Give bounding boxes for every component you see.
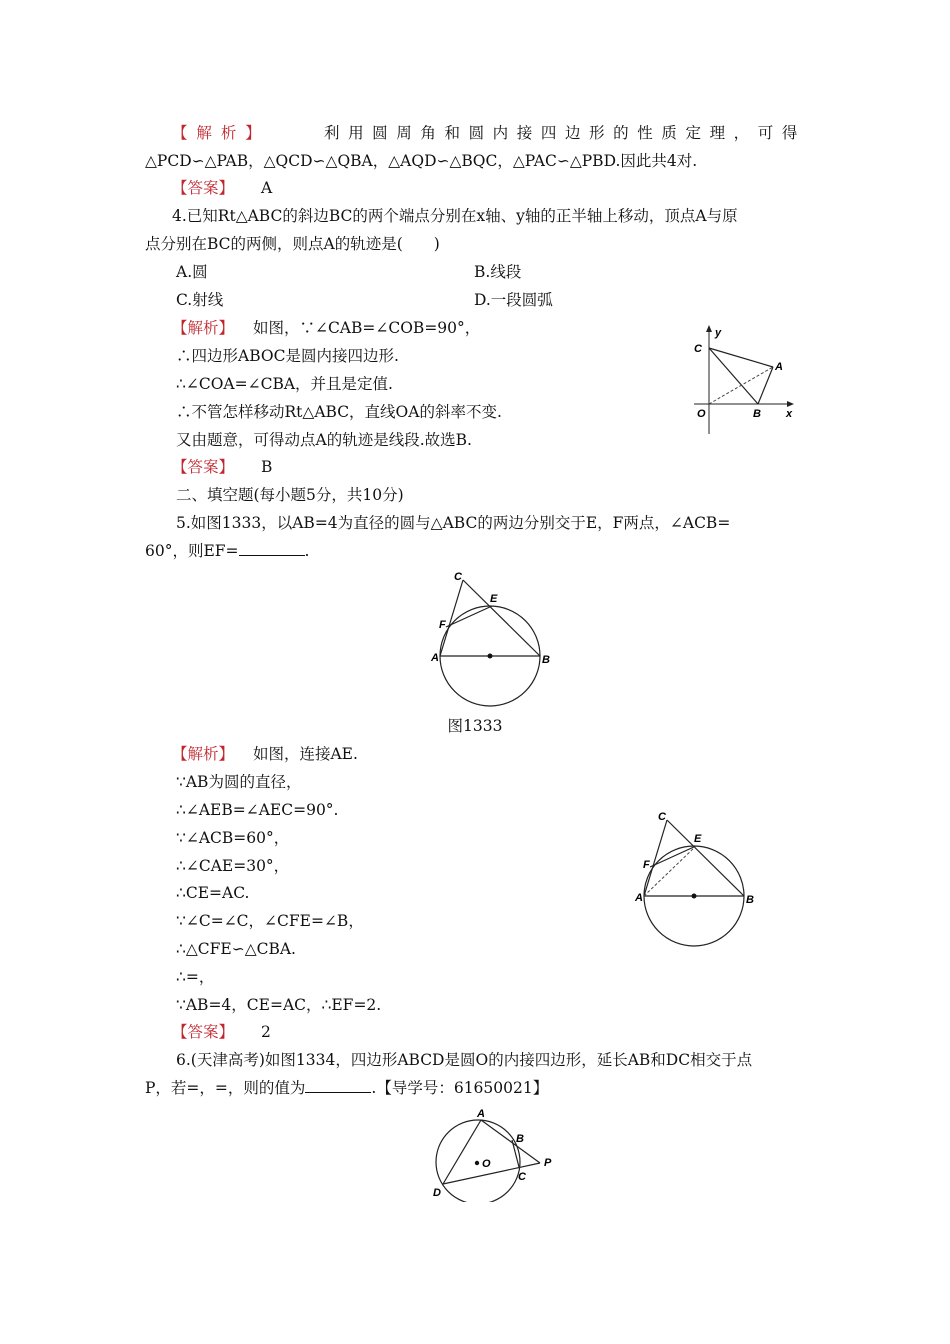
q4-option-c: C.射线 — [176, 291, 224, 309]
q4-option-d: D.一段圆弧 — [474, 291, 553, 309]
q5-stem-before: 60°，则EF= — [145, 542, 239, 560]
q5-answer-blank — [239, 541, 305, 556]
q4-option-a: A.圆 — [176, 263, 208, 281]
q4-analysis-text: 如图，∵∠CAB=∠COB=90°， — [252, 319, 481, 337]
q5-analysis-line2: ∵AB为圆的直径， — [176, 773, 302, 791]
label-f: F — [643, 859, 650, 871]
segment-oa — [709, 367, 773, 404]
q4-coordinate-figure — [690, 322, 806, 438]
label-a: A — [431, 652, 439, 664]
segment-fe — [650, 846, 696, 867]
label-c: C — [694, 343, 702, 355]
q6-stem-line2 — [145, 1078, 548, 1098]
q6-answer-blank — [305, 1078, 371, 1093]
segment-cb — [667, 820, 744, 896]
q4-stem-line1: 4.已知Rt△ABC的斜边BC的两个端点分别在x轴、y轴的正半轴上移动，顶点A与原 — [172, 207, 738, 225]
label-d: D — [433, 1187, 441, 1199]
segment-ap — [481, 1120, 540, 1163]
label-a: A — [477, 1108, 485, 1120]
q5-analysis-line3: ∴∠AEB=∠AEC=90°. — [176, 801, 339, 819]
q5-analysis-line4: ∵∠ACB=60°， — [176, 829, 290, 847]
segment-da — [443, 1120, 481, 1184]
q3-answer: A — [260, 179, 273, 197]
q5-analysis-line1 — [172, 744, 358, 764]
label-a: A — [775, 361, 783, 373]
q4-analysis-line2: ∴四边形ABOC是圆内接四边形. — [176, 347, 399, 365]
q4-analysis-line4: ∴不管怎样移动Rt△ABC，直线OA的斜率不变. — [176, 403, 502, 421]
q5-analysis-figure — [624, 806, 764, 948]
q3-analysis-line1 — [172, 123, 806, 143]
q4-answer-line — [172, 457, 272, 477]
segment-fe — [446, 606, 492, 627]
segment-cb — [463, 580, 540, 656]
q5-analysis-line7: ∵∠C=∠C，∠CFE=∠B， — [176, 912, 364, 930]
center-dot — [475, 1161, 479, 1165]
label-f: F — [439, 619, 446, 631]
q5-figure-caption: 图1333 — [447, 717, 503, 735]
q5-analysis-text: 如图，连接AE. — [252, 745, 358, 763]
section2-heading: 二、填空题(每小题5分，共10分) — [176, 486, 404, 504]
x-axis-arrow — [787, 401, 794, 407]
label-c: C — [658, 811, 666, 823]
label-e: E — [694, 833, 702, 845]
label-e: E — [490, 593, 498, 605]
label-c: C — [518, 1171, 526, 1183]
label-o: O — [482, 1158, 491, 1170]
q5-answer-line — [172, 1022, 271, 1042]
q6-figure — [426, 1106, 562, 1202]
label-a: A — [635, 892, 643, 904]
label-b: B — [542, 654, 550, 666]
q3-analysis-text: 利用圆周角和圆内接四边形的性质定理，可得 — [323, 124, 806, 142]
segment-ca — [709, 348, 773, 367]
circle-o — [436, 1120, 520, 1202]
answer-label: 【答案】 — [172, 458, 235, 476]
segment-ca — [440, 580, 463, 656]
q5-analysis-line10: ∵AB=4，CE=AC，∴EF=2. — [176, 996, 382, 1014]
label-o: O — [697, 408, 706, 420]
segment-cb — [709, 348, 758, 404]
q5-stem-line1: 5.如图1333，以AB=4为直径的圆与△ABC的两边分别交于E，F两点，∠ACB= — [176, 514, 731, 532]
q4-analysis-line5: 又由题意，可得动点A的轨迹是线段.故选B. — [176, 431, 472, 449]
q5-stem-line2 — [145, 541, 309, 561]
q6-stem-before: P，若=，=，则的值为 — [145, 1079, 306, 1097]
center-dot — [488, 654, 493, 659]
q5-analysis-line6: ∴CE=AC. — [176, 884, 250, 902]
q5-analysis-line5: ∴∠CAE=30°， — [176, 857, 290, 875]
q3-analysis-line2: △PCD∽△PAB，△QCD∽△QBA，△AQD∽△BQC，△PAC∽△PBD.因此共4对. — [145, 152, 698, 170]
q5-figure — [420, 566, 560, 708]
q4-stem-line2: 点分别在BC的两侧，则点A的轨迹是( ) — [145, 235, 440, 253]
label-b: B — [753, 408, 761, 420]
label-c: C — [454, 571, 462, 583]
label-b: B — [746, 894, 754, 906]
segment-ab — [758, 367, 773, 404]
label-b: B — [516, 1133, 524, 1145]
center-dot — [692, 894, 697, 899]
q5-stem-after: . — [304, 542, 310, 560]
q4-analysis-line1 — [172, 318, 480, 338]
analysis-label: 【解析】 — [172, 319, 235, 337]
y-axis-arrow — [706, 325, 712, 332]
q5-analysis-line9: ∴=， — [176, 968, 215, 986]
q4-analysis-line3: ∴∠COA=∠CBA，并且是定值. — [176, 375, 393, 393]
q5-answer: 2 — [260, 1023, 271, 1041]
label-p: P — [544, 1157, 552, 1169]
q5-analysis-line8: ∴△CFE∽△CBA. — [176, 940, 296, 958]
q4-answer: B — [260, 458, 273, 476]
analysis-label: 【解析】 — [172, 745, 235, 763]
answer-label: 【答案】 — [172, 179, 235, 197]
q6-stem-after: .【导学号：61650021】 — [371, 1079, 549, 1097]
q6-stem-line1: 6.(天津高考)如图1334，四边形ABCD是圆O的内接四边形，延长AB和DC相交于点 — [176, 1051, 753, 1069]
analysis-label: 【 解 析 】 — [172, 124, 263, 142]
label-x: x — [786, 408, 793, 420]
q4-option-b: B.线段 — [474, 263, 522, 281]
q3-answer-line — [172, 178, 272, 198]
answer-label: 【答案】 — [172, 1023, 235, 1041]
label-y: y — [715, 327, 722, 339]
